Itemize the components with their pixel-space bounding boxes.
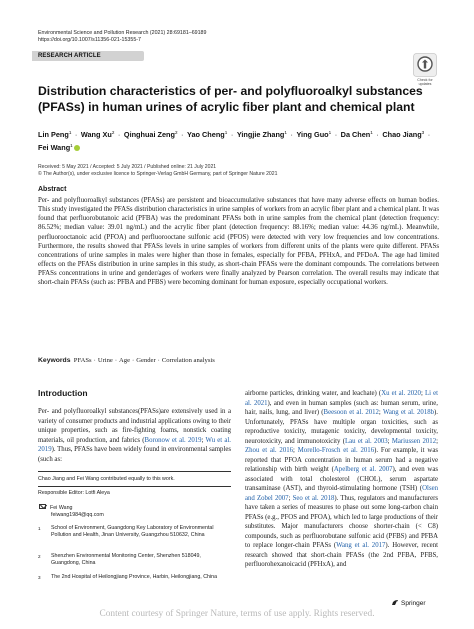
author-separator: · <box>179 130 186 139</box>
citation-link[interactable]: Olsen and Zobel 2007 <box>245 485 438 502</box>
keyword: PFASs <box>73 357 92 364</box>
citation-link[interactable]: Mariussen 2012 <box>391 437 437 445</box>
publisher-name: Springer <box>401 600 426 607</box>
affiliation-2: 2 Shenzhen Environmental Monitoring Center, Shenzhen 518049, Guangdong, China <box>38 553 201 567</box>
keywords-label: Keywords <box>38 357 71 364</box>
author[interactable] <box>382 130 424 139</box>
citation-link[interactable]: Zhou et al. 2016 <box>245 447 294 454</box>
citation-link[interactable]: Wang et al. 2017 <box>336 542 386 549</box>
author-separator: · <box>115 130 123 139</box>
author[interactable] <box>187 130 227 139</box>
corresponding-name: Fei Wang <box>50 505 73 511</box>
citation-link[interactable]: Morello-Frosch et al. 2016 <box>297 447 375 454</box>
author-list <box>38 127 438 153</box>
author-affiliation-marker: 3 <box>421 130 425 135</box>
author-name: Ying Guo <box>296 130 329 139</box>
author[interactable] <box>237 130 287 139</box>
author-separator: · <box>288 130 295 139</box>
citation-link[interactable]: Apelberg et al. 2007 <box>333 466 393 473</box>
citation-link[interactable]: Xu et al. 2020 <box>381 390 421 397</box>
author-affiliation-marker: 2 <box>111 130 115 135</box>
author-separator: · <box>228 130 236 139</box>
keywords-list <box>74 357 215 364</box>
author-affiliation-marker: 2 <box>174 130 178 135</box>
corresponding-email[interactable]: feiwang1984@qq.com <box>51 512 104 519</box>
keyword: Urine <box>97 357 113 364</box>
citation-link[interactable]: Lau et al. 2003 <box>344 437 388 445</box>
journal-header <box>38 30 438 44</box>
author-separator: · <box>332 130 340 139</box>
footer-notice: Content courtesy of Springer Nature, terms of use apply. Rights reserved. <box>99 609 375 619</box>
article-type-bar <box>32 51 144 61</box>
doi-link[interactable]: https://doi.org/10.1007/s11356-021-15355-7 <box>38 37 141 43</box>
author[interactable] <box>341 130 373 139</box>
author[interactable] <box>38 130 71 139</box>
author-name: Wang Xu <box>80 130 112 139</box>
affiliation-1: 1 School of Environment, Guangdong Key Laboratory of Environmental Pollution and Health, Jinan University, Guangzhou 510632, China <box>38 525 214 539</box>
author-name: Yingjie Zhang <box>236 130 285 139</box>
author-separator: · <box>425 130 431 139</box>
responsible-editor: Responsible Editor: Lotfi Aleya <box>38 490 110 496</box>
author-name: Yao Cheng <box>187 130 225 139</box>
publication-dates <box>38 164 438 179</box>
citation-link[interactable]: Seo et al. 2018 <box>292 494 335 502</box>
dates-line: Received: 5 May 2021 / Accepted: 5 July 2021 / Published online: 21 July 2021 <box>38 164 217 170</box>
author[interactable] <box>81 130 115 139</box>
author[interactable] <box>38 143 80 152</box>
springer-horse-icon <box>391 599 399 606</box>
citation-link[interactable]: Li et al. 2021 <box>245 390 438 407</box>
keywords <box>38 356 439 365</box>
author-affiliation-marker: 1 <box>224 130 228 135</box>
journal-name: Environmental Science and Pollution Research (2021) 28:69181–69189 <box>38 30 207 36</box>
keyword-separator: · <box>93 357 96 364</box>
author-separator: · <box>72 130 80 139</box>
author[interactable] <box>124 130 178 139</box>
citation-link[interactable]: Beesoon et al. 2012 <box>323 409 379 416</box>
citation-link[interactable]: Wang et al. 2018b <box>382 409 435 416</box>
keyword: Correlation analysis <box>161 357 215 364</box>
introduction-text-left: Per- and polyfluoroalkyl substances(PFASs)are extensively used in a variety of consumer products and industrial applications owing to their unique properties, such as fire-fighting foams, nonstick coating materials, oil production, and fabrics (Boronow et al. 2019; Wu et al. 2019). Thus, PFASs have been widely found in environmental samples (such as: <box>38 408 232 463</box>
abstract-text: Per- and polyfluoroalkyl substances (PFASs) are persistent and bioaccumulative substances that have many adverse effects on human bodies. This study investigated the PFASs distribution characteristics in urine samples of workers from an acrylic fiber plant and a chemical plant. It was found that perfluorobutanoic acid (PFBA) was the predominant PFASs both in urine samples from the chemical plant (detection frequency: 86.52%; median value: 39.01 ng/mL) and the acrylic fiber plant (detection frequency: 88.16%; median value: 44.36 ng/mL). Meanwhile, perfluorooctanoic acid (PFOA) and perfluorooctane sulfonic acid (PFOS) were detected with very low frequencies and low concentrations. Furthermore, the results showed that PFASs levels in urine samples of workers from different units of the plants were quite different. PFASs concentrations of urine samples in males were higher than those in females, especially for PFBA, PFHxA, and PFDoA. The age had limited effects on the PFASs distribution in urine samples in this study, as short-chain PFASs were the dominant compounds. The correlations between PFASs concentrations in urine and gender/ages of workers were finally analyzed by Pearson correlation. The overall results may indicate that short-chain PFASs (such as: PFBA and PFBS) were becoming dominant for human exposure, especially occupational workers. <box>38 197 439 287</box>
author-name: Qinghuai Zeng <box>123 130 175 139</box>
author-separator: · <box>374 130 381 139</box>
crossmark-icon[interactable] <box>413 53 437 77</box>
keyword: Gender <box>136 357 156 364</box>
footnote-divider <box>38 471 231 472</box>
article-type-label: RESEARCH ARTICLE <box>38 52 101 59</box>
keyword: Age <box>119 357 131 364</box>
crossmark-label: Check for updates <box>417 78 433 86</box>
author-affiliation-marker: 1 <box>68 130 72 135</box>
author-name: Lin Peng <box>38 130 69 139</box>
copyright-line: © The Author(s), under exclusive licence to Springer-Verlag GmbH Germany, part of Springer Nature 2021 <box>38 171 278 178</box>
author-affiliation-marker: 1 <box>70 143 73 148</box>
publisher-logo <box>391 599 426 607</box>
citation-link[interactable]: Boronow et al. 2019 <box>144 436 202 444</box>
corresponding-author <box>38 504 231 520</box>
envelope-icon <box>39 504 46 509</box>
abstract-heading: Abstract <box>38 186 67 193</box>
footnote-divider <box>38 486 231 487</box>
introduction-text-right: airborne particles, drinking water, and leachate) (Xu et al. 2020; Li et al. 2021), and even in human samples (such as: human serum, urine, hair, nails, lung, and liver) (Beesoon et al. 2012; Wang et al. 2018b). Unfortunately, PFASs have multiple organ toxicities, such as reproductive toxicity, mutagenic toxicity, developmental toxicity, neurotoxicity, and immunotoxicity (Lau et al. 2003; Mariussen 2012; Zhou et al. 2016; Morello-Frosch et al. 2016). For example, it was reported that PFOA concentration in human serum had a negative relationship with birth weight (Apelberg et al. 2007), and even was associated with total cholesterol (CHOL), serum aspartate transaminase (AST), and thyroid-stimulating hormone (TSH) (Olsen and Zobel 2007; Seo et al. 2018). Thus, regulators and manufacturers have taken a series of measures to phase out some long-carbon chain PFASs (e.g., PFOS and PFOA), which led to large productions of their substitutes. Major manufacturers choose shorter-chain (< C8) compounds, such as perfluorobutane sulfonic acid (PFBS) and PFBA to replace longer-chain PFASs (Wang et al. 2017). However, recent research showed that short-chain PFASs (the 2nd PFBA, PFBS, perfluorohexanoicacid (PFHxA), and <box>245 390 439 568</box>
author-affiliation-marker: 1 <box>328 130 332 135</box>
author-name: Fei Wang <box>38 143 71 152</box>
introduction-heading: Introduction <box>38 388 88 398</box>
article-title: Distribution characteristics of per- and polyfluoroalkyl substances (PFASs) in human urines of acrylic fiber plant and chemical plant <box>38 84 423 114</box>
contribution-note: Chao Jiang and Fei Wang contributed equally to this work. <box>38 476 175 482</box>
keyword-separator: · <box>114 357 118 364</box>
keyword-separator: · <box>157 357 160 364</box>
author[interactable] <box>296 130 331 139</box>
author-name: Da Chen <box>340 130 371 139</box>
author-name: Chao Jiang <box>382 130 422 139</box>
keyword-separator: · <box>132 357 135 364</box>
author-affiliation-marker: 1 <box>284 130 287 135</box>
citation-link[interactable]: Wu et al. 2019 <box>38 436 232 453</box>
author-affiliation-marker: 1 <box>370 130 373 135</box>
orcid-icon[interactable] <box>74 145 80 151</box>
affiliation-3: 3 The 2nd Hospital of Heilongjiang Province, Harbin, Heilongjiang, China <box>38 574 218 580</box>
